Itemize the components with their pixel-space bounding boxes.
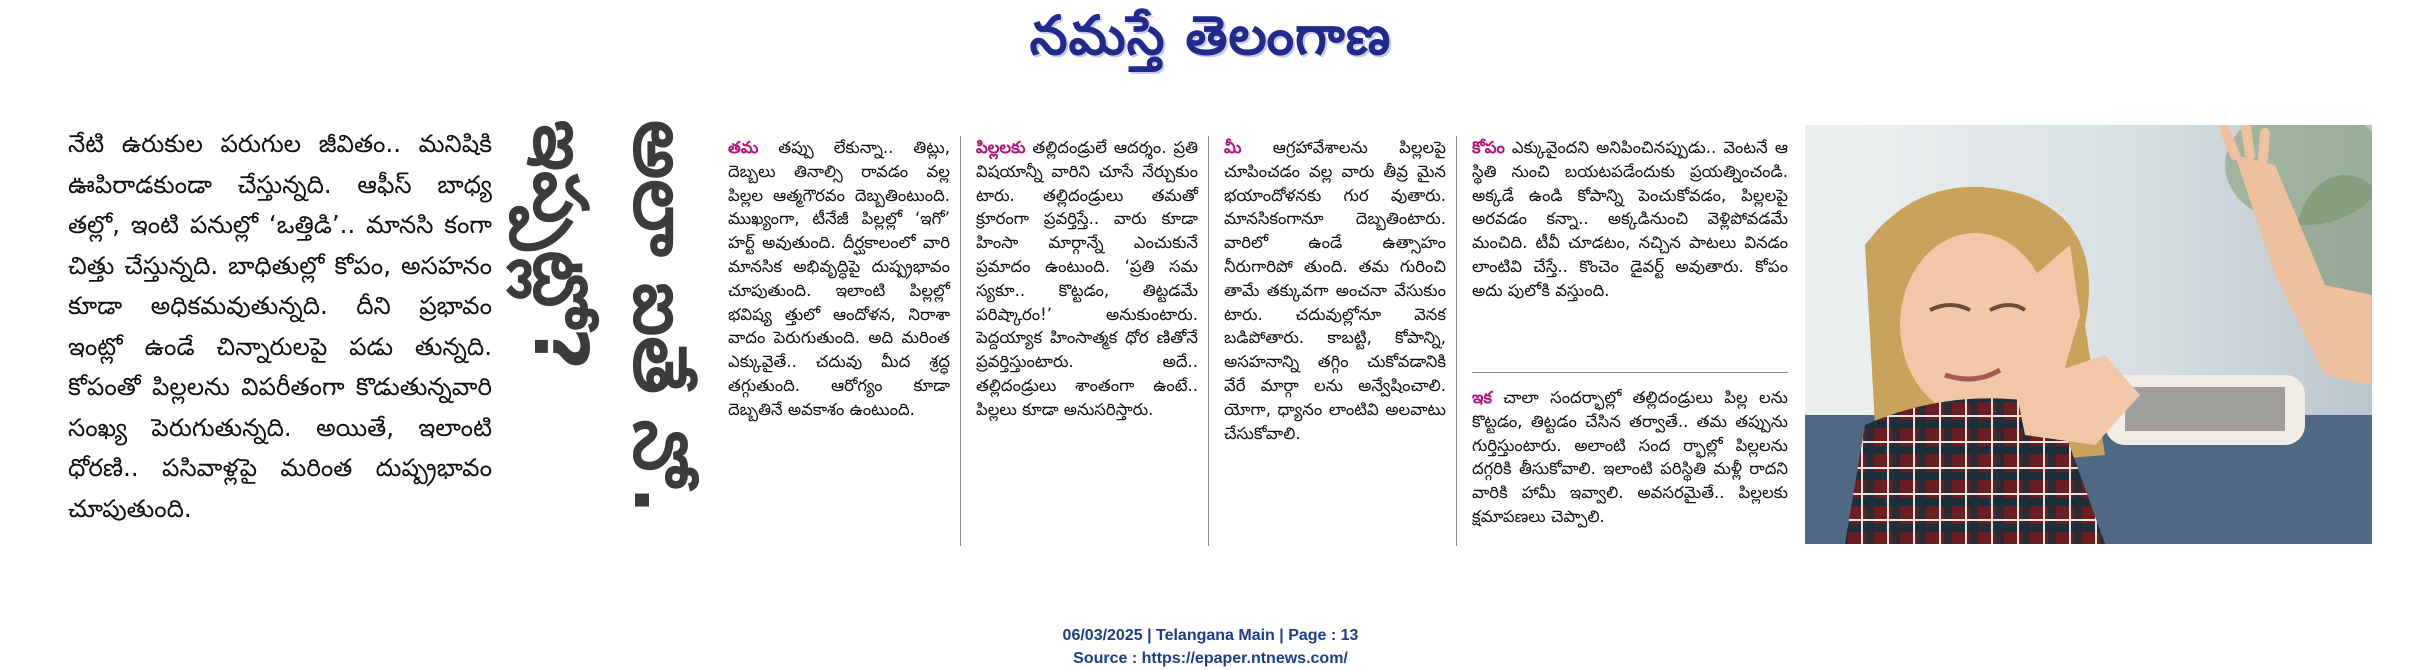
column-4-lead: కోపం [1472,138,1505,157]
masthead-title: నమస్తే తెలంగాణ [1029,4,1392,67]
article-column-2 [976,136,1198,422]
section-divider [1472,372,1788,373]
column-divider [1456,136,1457,546]
headline-line-2: ఇప్పట్లో? [517,120,603,371]
column-1-lead: తమ [728,138,759,157]
article-column-5 [1472,386,1788,529]
article-photo [1805,125,2372,544]
column-5-body: చాలా సందర్భాల్లో తల్లిదండ్రులు పిల్ల లను కొట్టడం, తిట్టడం చేసిన తర్వాతే.. తమ తప్పును గుర్తిస్తుంటారు. అలాంటి సంద ర్భాల్లో పిల్లలను దగ్గరికి తీసుకోవాలి. ఇలాంటి పరిస్థితి మళ్లీ రాదని వారికి హామీ ఇవ్వాలి. అవసరమైతే.. పిల్లలకు క్షమాపణలు చెప్పాలి. [1472,388,1788,526]
footer-source: Source : https://epaper.ntnews.com/ [1073,650,1348,667]
vertical-headline [510,120,710,560]
column-3-lead: మీ [1224,138,1242,157]
column-divider [960,136,961,546]
column-3-body: ఆగ్రహావేశాలను పిల్లలపై చూపించడం వల్ల వారు తీవ్ర మైన భయాందోళనకు గుర వుతారు. మానసికంగానూ దెబ్బతింటారు. వారిలో ఉండే ఉత్సాహం నీరుగారిపో తుంది. తమ గురించి తామే తక్కువగా అంచనా వేసుకుం టారు. చదువుల్లోనూ వెనక బడిపోతారు. కాబట్టి, కోపాన్ని, అసహనాన్ని తగ్గిం చుకోవడానికి వేరే మార్గా లను అన్వేషించాలి. యోగా, ధ్యానం లాంటివి అలవాటు చేసుకోవాలి. [1224,138,1446,443]
headline-line-1: అలా ఐతే నో. [617,120,703,515]
child-scared-illustration [1805,125,2372,544]
column-1-body: తప్పు లేకున్నా.. తిట్లు, దెబ్బలు తినాల్సి రావడం వల్ల పిల్లల ఆత్మగౌరవం దెబ్బతింటుంది. ముఖ్యంగా, టీనేజీ పిల్లల్లో ‘ఇగో’ హర్ట్ అవుతుంది. దీర్ఘకాలంలో వారి మానసిక అభివృద్ధిపై దుష్ప్రభావం చూపుతుంది. ఇలాంటి పిల్లల్లో భవిష్య త్తులో ఆందోళన, నిరాశా వాదం పెరుగుతుంది. అది మరింత ఎక్కువైతే.. చదువు మీద శ్రద్ధ తగ్గుతుంది. ఆరోగ్యం కూడా దెబ్బతినే అవకాశం ఉంటుంది. [728,138,950,419]
column-divider [1208,136,1209,546]
column-2-body: తల్లిదండ్రులే ఆదర్శం. ప్రతి విషయాన్నీ వారిని చూసే నేర్చుకుం టారు. తల్లిదండ్రులు తమతో క్రూరంగా ప్రవర్తిస్తే.. వారు కూడా హింసా మార్గాన్నే ఎంచుకునే ప్రమాదం ఉంటుంది. ‘ప్రతి సమ స్యకూ.. కొట్టడం, తిట్టడమే పరిష్కారం!’ అనుకుంటారు. పెద్దయ్యాక హింసాత్మక ధోర ణితోనే ప్రవర్తిస్తుంటారు. అదే.. తల్లిదండ్రులు శాంతంగా ఉంటే.. పిల్లలు కూడా అనుసరిస్తారు. [976,138,1198,419]
article-column-1 [728,136,950,422]
column-4-body: ఎక్కువైందని అనిపించినప్పుడు.. వెంటనే ఆ స్థితి నుంచి బయటపడేందుకు ప్రయత్నించండి. అక్కడే ఉండి కోపాన్ని పెంచుకోవడం, పిల్లలపై అరవడం కన్నా.. అక్కడినుంచి వెళ్లిపోవడమే మంచిది. టీవీ చూడటం, నచ్చిన పాటలు వినడం లాంటివి చేస్తే.. కొంచెం డైవర్ట్ అవుతారు. కోపం అదు పులోకి వస్తుంది. [1472,138,1788,300]
intro-paragraph: నేటి ఉరుకుల పరుగుల జీవితం.. మనిషికి ఊపిరాడకుండా చేస్తున్నది. ఆఫీస్ బాధ్య తల్లో, ఇంటి పనుల్లో ‘ఒత్తిడి’.. మానసి కంగా చిత్తు చేస్తున్నది. బాధితుల్లో కోపం, అసహనం కూడా అధికమవుతున్నది. దీని ప్రభావం ఇంట్లో ఉండే చిన్నారులపై పడు తున్నది. కోపంతో పిల్లలను విపరీతంగా కొడుతున్నవారి సంఖ్య పెరుగుతున్నది. అయితే, ఇలాంటి ధోరణి.. పసివాళ్లపై మరింత దుష్ప్రభావం చూపుతుంది. [68,129,492,523]
footer-dateline: 06/03/2025 | Telangana Main | Page : 13 [1062,627,1359,644]
column-2-lead: పిల్లలకు [976,138,1026,157]
article-column-4 [1472,136,1788,303]
column-5-lead: ఇక [1472,388,1492,407]
article-column-3 [1224,136,1446,445]
